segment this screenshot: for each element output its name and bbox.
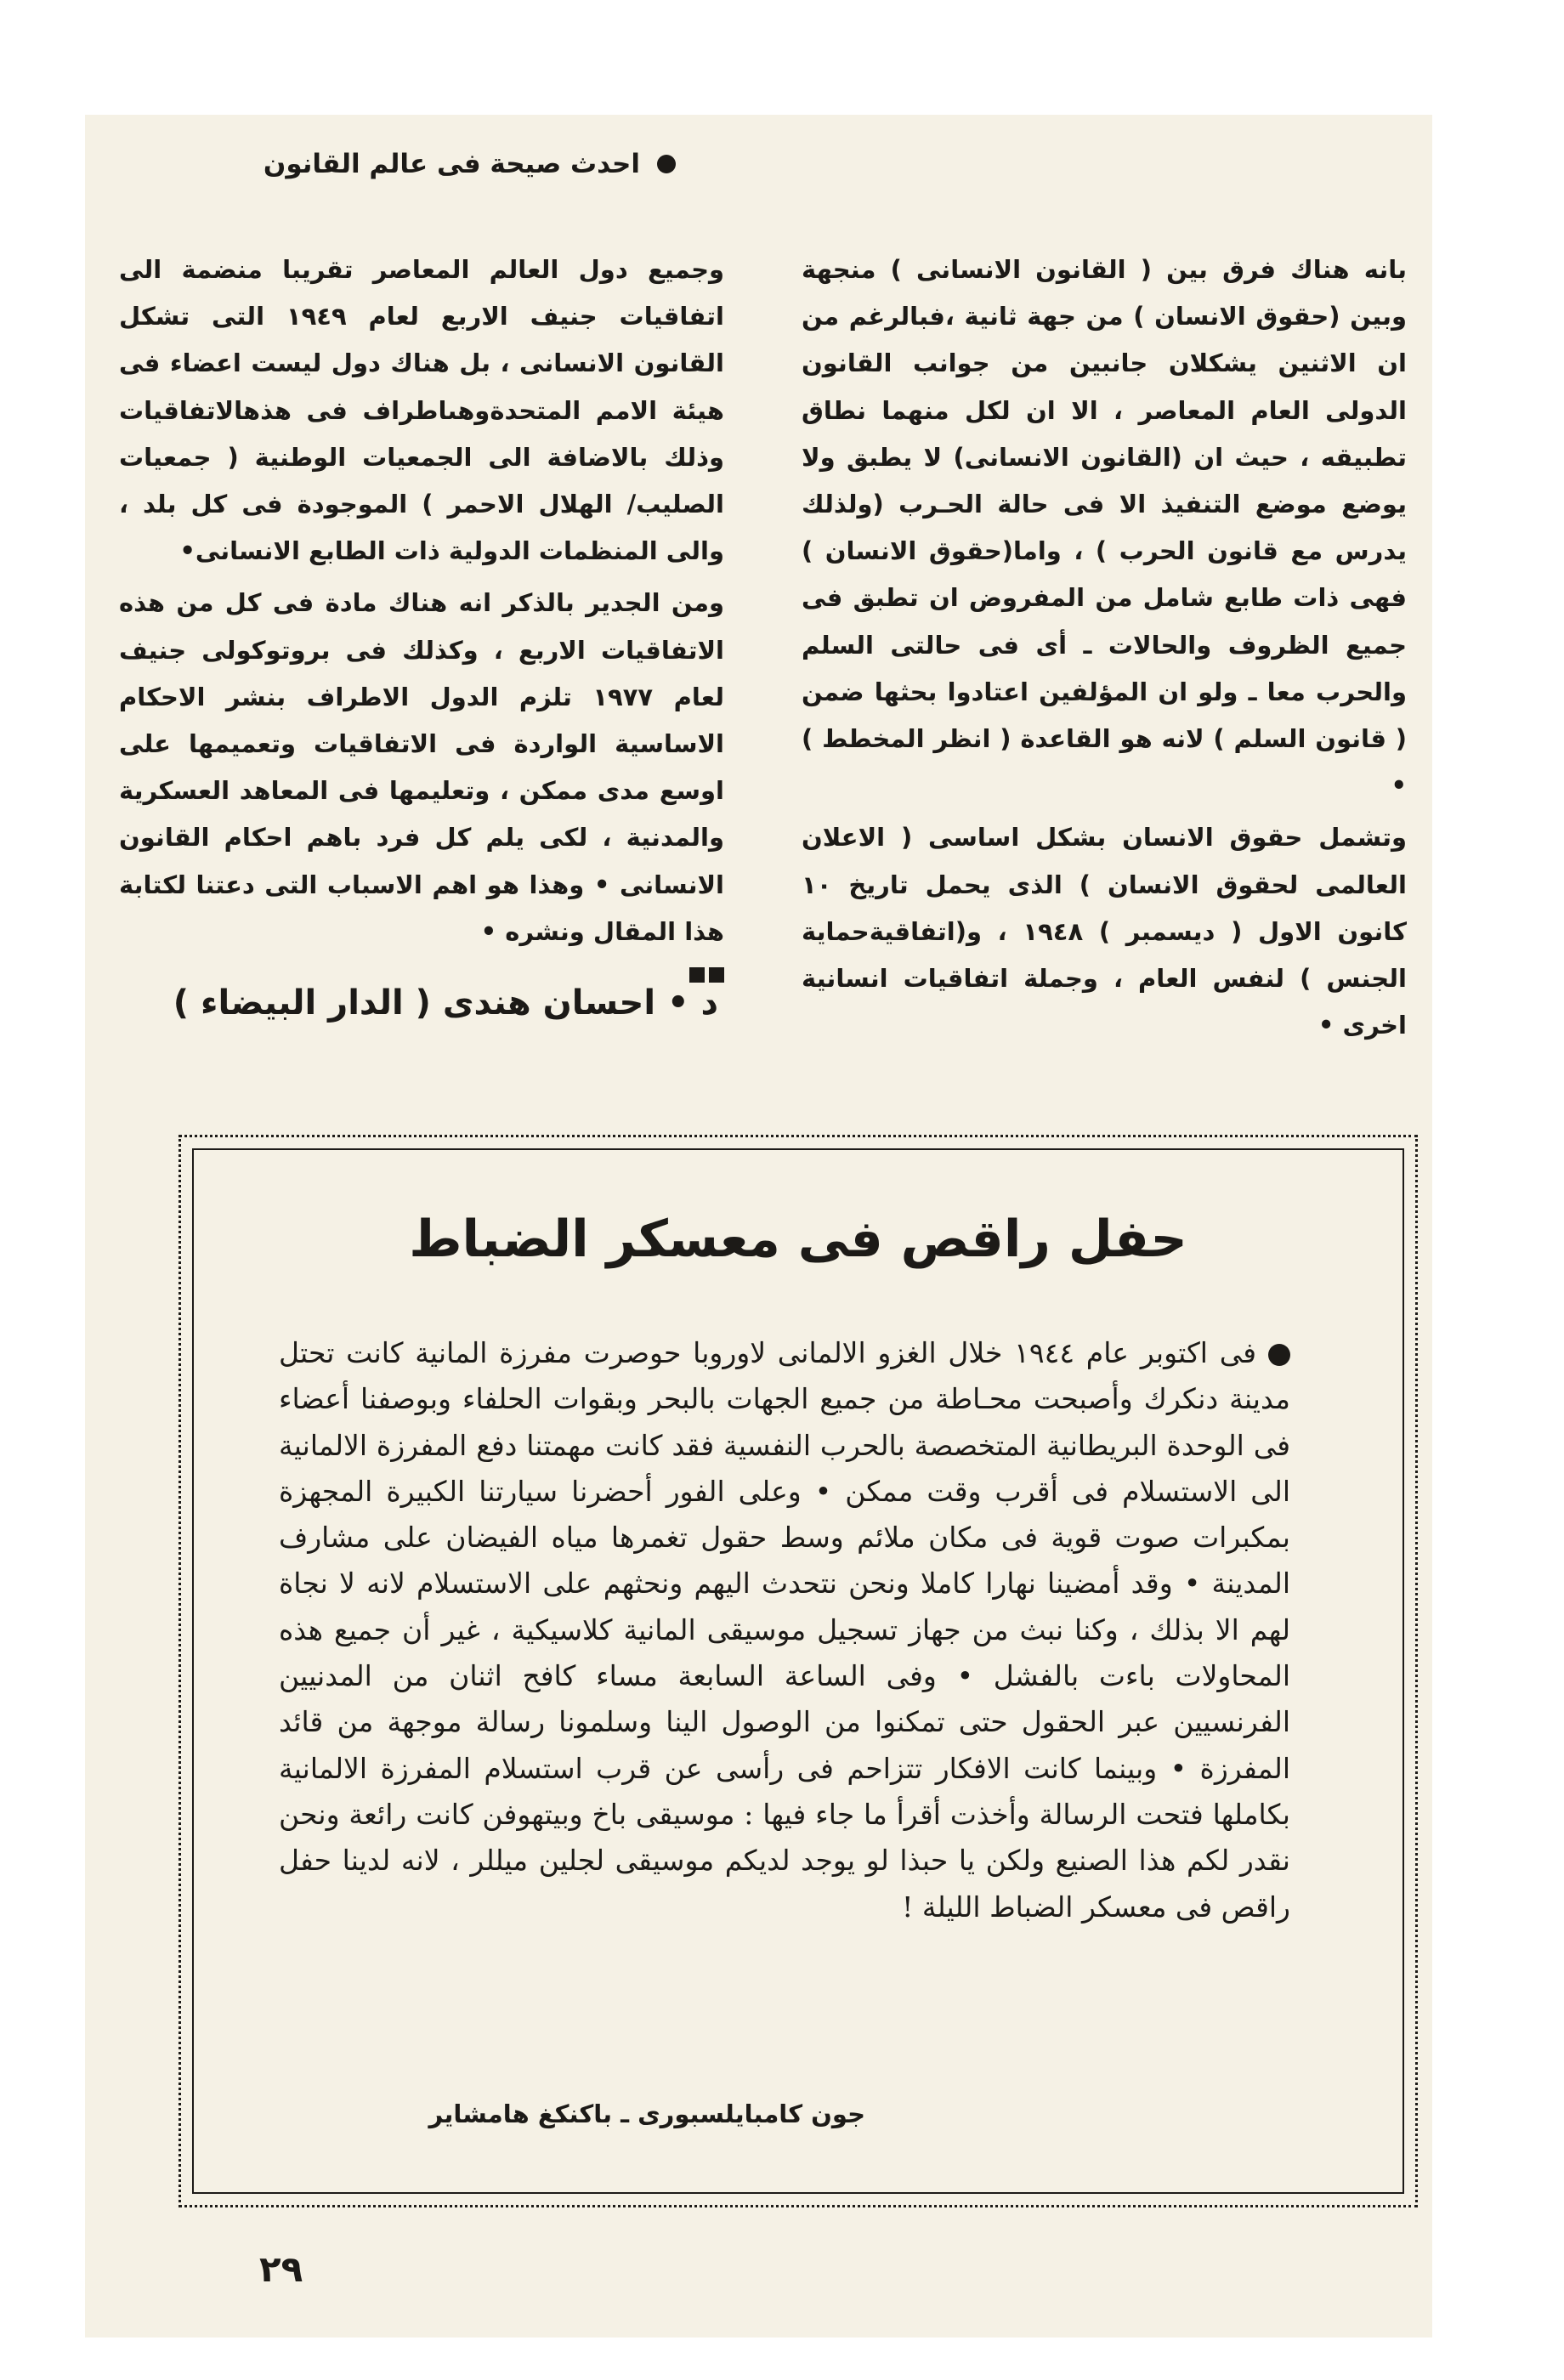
running-head <box>264 149 676 179</box>
square-icon <box>709 967 724 983</box>
article-column-right <box>802 246 1407 1054</box>
boxed-story-text: فى اكتوبر عام ١٩٤٤ خلال الغزو الالمانى لاوروبا حوصرت مفرزة المانية كانت تحتل مدينة دنكرك وأصبحت محـاطة من جميع الجهات بالبحر وبقوات الحلفاء وبوصفنا أعضاء فى الوحدة البريطانية المتخصصة بالحرب النفسية فقد كانت مهمتنا دفع المفرزة الالمانية الى الاستسلام فى أقرب وقت ممكن • وعلى الفور أحضرنا سيارتنا الكبيرة المجهزة بمكبرات صوت قوية فى مكان ملائم وسط حقول تغمرها مياه الفيضان على مشارف المدينة • وقد أمضينا نهارا كاملا ونحن نتحدث اليهم ونحثهم على الاستسلام لانه لا نجاة لهم الا بذلك ، وكنا نبث من جهاز تسجيل موسيقى المانية كلاسيكية ، غير أن جميع هذه المحاولات باءت بالفشل • وفى الساعة السابعة مساء كافح اثنان من المدنيين الفرنسيين عبر الحقول حتى تمكنوا من الوصول الينا وسلمونا رسالة موجهة من قائد المفرزة • وبينما كانت الافكار تتزاحم فى رأسى عن قرب استسلام المفرزة الالمانية بكاملها فتحت الرسالة وأخذت أقرأ ما جاء فيها : موسيقى باخ وبيتهوفن كانت رائعة ونحن نقدر لكم هذا الصنيع ولكن يا حبذا لو يوجد لديكم موسيقى لجلين ميللر ، لانه لدينا حفل راقص فى معسكر الضباط الليلة ! <box>279 1336 1290 1924</box>
paragraph: وتشمل حقوق الانسان بشكل اساسى ( الاعلان العالمى لحقوق الانسان ) الذى يحمل تاريخ ١٠ كانون الاول ( ديسمبر ) ١٩٤٨ ، و(اتفاقيةحماية الجنس ) لنفس العام ، وجملة اتفاقيات انسانية اخرى • <box>802 823 1408 1040</box>
boxed-story-credit: جون كامبايلسبورى ـ باكنكغ هامشاير <box>428 2100 865 2128</box>
magazine-page <box>85 115 1432 2338</box>
paragraph: وجميع دول العالم المعاصر تقريبا منضمة الى اتفاقيات جنيف الاربع لعام ١٩٤٩ التى تشكل القانون الانسانى ، بل هناك دول ليست اعضاء فى هيئة الامم المتحدةوهىاطراف فى هذهالاتفاقيات وذلك بالاضافة الى الجمعيات الوطنية ( جمعيات الصليب/ الهلال الاحمر ) الموجودة فى كل بلد ، والى المنظمات الدولية ذات الطابع الانسانى• <box>119 255 724 566</box>
paragraph: ومن الجدير بالذكر انه هناك مادة فى كل من هذه الاتفاقيات الاربع ، وكذلك فى بروتوكولى جنيف لعام ١٩٧٧ تلزم الدول الاطراف بنشر الاحكام الاساسية الواردة فى الاتفاقيات وتعميمها على اوسع مدى ممكن ، وتعليمها فى المعاهد العسكرية والمدنية ، لكى يلم كل فرد باهم احكام القانون الانسانى • وهذا هو اهم الاسباب التى دعتنا لكتابة هذا المقال ونشره • <box>119 588 725 946</box>
running-title: احدث صيحة فى عالم القانون <box>263 149 640 179</box>
author-signature: د • احسان هندى ( الدار البيضاء ) <box>173 983 718 1023</box>
square-icon <box>689 967 705 983</box>
bullet-icon <box>657 155 676 173</box>
boxed-story-body <box>279 1330 1290 1930</box>
boxed-story <box>178 1135 1418 2207</box>
boxed-story-title: حفل راقص فى معسكر الضباط <box>409 1210 1187 1269</box>
article-column-left <box>119 246 724 986</box>
paragraph: بانه هناك فرق بين ( القانون الانسانى ) منجهة وبين (حقوق الانسان ) من جهة ثانية ،فبالرغم من ان الاثنين يشكلان جانبين من جوانب القانون الدولى العام المعاصر ، الا ان لكل منهما نطاق تطبيقه ، حيث ان (القانون الانسانى) لا يطبق ولا يوضع موضع التنفيذ الا فى حالة الحـرب (ولذلك يدرس مع قانون الحرب ) ، واما(حقوق الانسان ) فهى ذات طابع شامل من المفروض ان تطبق فى جميع الظروف والحالات ـ أى فى حالتى السلم والحرب معا ـ ولو ان المؤلفين اعتادوا بحثها ضمن ( قانون السلم ) لانه هو القاعدة ( انظر المخطط ) • <box>802 255 1407 801</box>
end-of-article-marks <box>119 960 724 986</box>
bullet-icon <box>1268 1344 1290 1366</box>
page-number: ٢٩ <box>259 2248 303 2290</box>
